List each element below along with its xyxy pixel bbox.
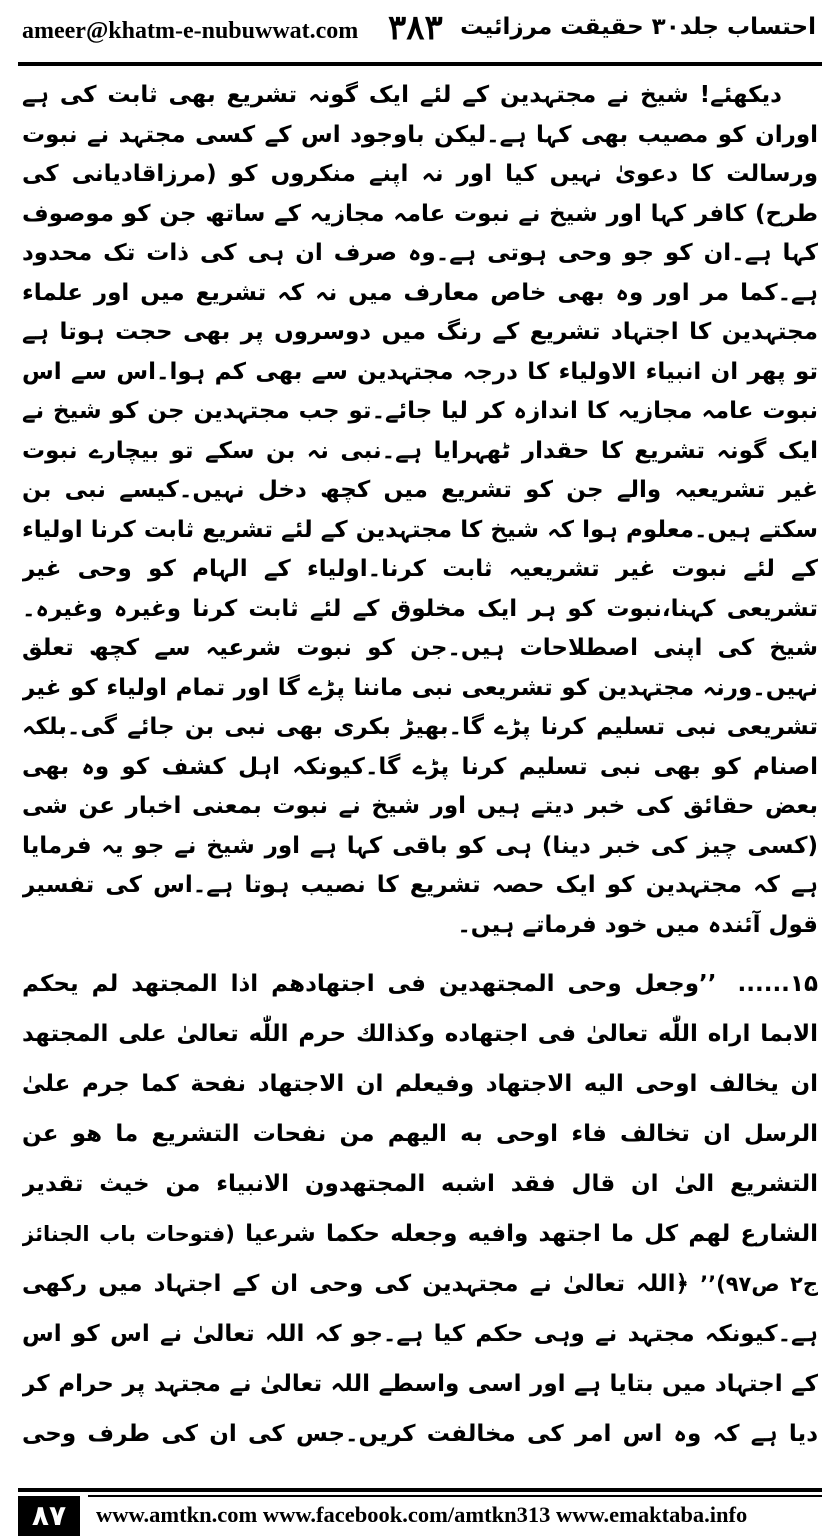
page-footer: [0, 1474, 840, 1540]
quote-arabic-text: ’’وجعل وحی المجتهدین فی اجتهادهم اذا المجتهد لم یحکم الابما اراه اللّٰه تعالیٰ فی اجتهاده وکذالك حرم اللّٰه تعالیٰ علی المجتهد ان یخالف اوحی الیه الاجتهاد وفیعلم ان الاجتهاد نفحة کما جرم علیٰ الرسل ان تخالف فاء اوحی به الیهم من نفحات التشریع ما هو عن التشریع الیٰ ان قال فقد اشبه المجتهدون الانبیاء من خیث تقدیر الشارع لهم کل ما اجتهد وافیه وجعله حکما شرعیا: [22, 971, 818, 1247]
arabic-quote: [22, 959, 818, 1466]
header-divider: [18, 62, 822, 66]
footer-divider-thin: [88, 1495, 822, 1497]
header-page-number: ۳۸۳: [388, 8, 443, 48]
page-header: [0, 0, 840, 70]
footer-divider: [18, 1488, 822, 1492]
quote-citation: (فتوحات باب الجنائز ج۲ ص۹۷)’’: [22, 1222, 818, 1296]
body-paragraph: دیکھئے! شیخ نے مجتہدین کے لئے ایک گونہ تشریع بھی ثابت کی ہے اوران کو مصیب بھی کہا ہے۔لیکن باوجود اس کے کسی مجتہد نے نبوت ورسالت کا دعویٰ نہیں کیا اور نہ اپنے منکروں کو (مرزاقادیانی کی طرح) کافر کہا اور شیخ نے نبوت عامہ مجازیہ کے ساتھ جن کو موصوف کہا ہے۔ان کو جو وحی ہوتی ہے۔وہ صرف ان ہی کی ذات تک محدود ہے۔کما مر اور وہ بھی خاص معارف میں نہ کہ تشریع میں اور علماء مجتہدین کا اجتہاد تشریع کے رنگ میں دوسروں پر بھی حجت ہوتا ہے تو پھر ان انبیاء الاولیاء کا درجہ مجتہدین سے بھی کم ہوا۔اس سے اس نبوت عامہ مجازیہ کا اندازہ کر لیا جائے۔تو جب مجتہدین جن کو شیخ نے ایک گونہ تشریع کا حقدار ٹھہرایا ہے۔نبی نہ بن سکے تو بیچارے نبوت غیر تشریعیہ والے جن کو تشریع میں کچھ دخل نہیں۔کیسے نبی بن سکتے ہیں۔معلوم ہوا کہ شیخ کا مجتہدین کے لئے تشریع ثابت کرنا اولیاء کے لئے نبوت غیر تشریعیہ ثابت کرنا۔اولیاء کے الہام کو وحی غیر تشریعی کہنا،نبوت کو ہر ایک مخلوق کے لئے ثابت کرنا وغیرہ وغیرہ۔شیخ کی اپنی اصطلاحات ہیں۔جن کو نبوت شرعیہ سے کچھ تعلق نہیں۔ورنہ مجتہدین کو تشریعی نبی ماننا پڑے گا اور تمام اولیاء کو غیر تشریعی نبی تسلیم کرنا پڑے گا۔بھیڑ بکری بھی نبی بن جائے گی۔بلکہ اصنام کو بھی نبی تسلیم کرنا پڑے گا۔کیونکہ اہل کشف کو وہ بھی بعض حقائق کی خبر دیتے ہیں اور شیخ نے نبوت بمعنی اخبار عن شی (کسی چیز کی خبر دینا) ہی کو باقی کہا ہے اور شیخ نے جو یہ فرمایا ہے کہ مجتہدین کو ایک حصہ تشریع کا نصیب ہوتا ہے۔اس کی تفسیر قول آئندہ میں خود فرماتے ہیں۔: [22, 82, 818, 938]
footer-links: www.amtkn.com www.facebook.com/amtkn313 www.emaktaba.info: [96, 1502, 748, 1527]
quote-translation: ﴿اللہ تعالیٰ نے مجتہدین کی وحی ان کے اجتہاد میں رکھی ہے۔کیونکہ مجتہد نے وہی حکم کیا ہے۔جو کہ اللہ تعالیٰ نے اس کو اس کے اجتہاد میں بتایا ہے اور اسی واسطے اللہ تعالیٰ نے مجتہد پر حرام کر دیا ہے کہ وہ اس امر کی مخالفت کریں۔جس کی ان کی طرف وحی: [22, 1271, 818, 1447]
footer-page-number: ۸۷: [18, 1496, 80, 1536]
page-body: [22, 76, 818, 1466]
header-email: ameer@khatm-e-nubuwwat.com: [22, 18, 359, 44]
quote-number: ۱۵......: [737, 971, 818, 997]
header-book-title: احتساب جلد۳۰ حقیقت مرزائیت: [460, 14, 816, 40]
